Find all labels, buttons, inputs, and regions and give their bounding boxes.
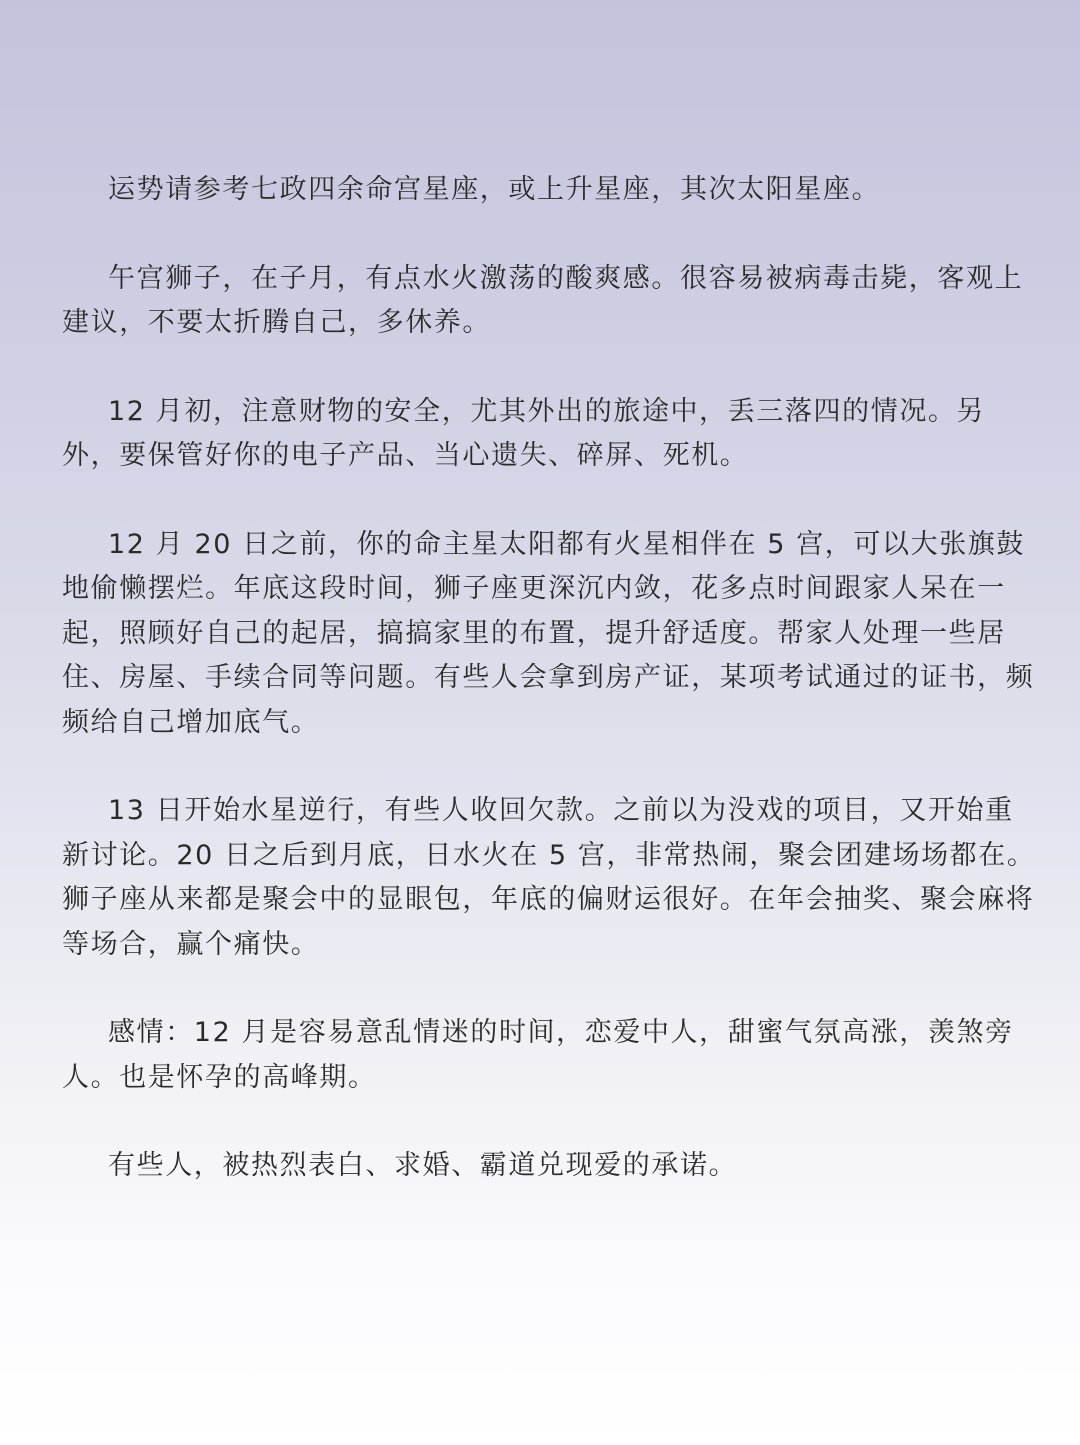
paragraph-health: 午宫狮子，在子月，有点水火激荡的酸爽感。很容易被病毒击毙，客观上建议，不要太折腾自己，多休养。 [62,262,1024,338]
paragraph-love: 感情：12 月是容易意乱情迷的时间，恋爱中人，甜蜜气氛高涨，羡煞旁人。也是怀孕的高峰期。 [62,1017,1014,1093]
paragraph-proposal: 有些人，被热烈表白、求婚、霸道兑现爱的承诺。 [108,1150,738,1181]
paragraph-before-20th: 12 月 20 日之前，你的命主星太阳都有火星相伴在 5 宫，可以大张旗鼓地偷懒摆烂。年底这段时间，狮子座更深沉内敛，花多点时间跟家人呆在一起，照顾好自己的起居，搞搞家里的布置，提升舒适度。帮家人处理一些居住、房屋、手续合同等问题。有些人会拿到房产证，某项考试通过的证书，频频给自己增加底气。 [62,528,1035,738]
paragraph-early-december: 12 月初，注意财物的安全，尤其外出的旅途中，丢三落四的情况。另外，要保管好你的电子产品、当心遗失、碎屏、死机。 [62,395,986,471]
paragraph-mercury-retrograde: 13 日开始水星逆行，有些人收回欠款。之前以为没戏的项目，又开始重新讨论。20 日之后到月底，日水火在 5 宫，非常热闹，聚会团建场场都在。狮子座从来都是聚会中的显眼包，年底的偏财运很好。在年会抽奖、聚会麻将等场合，赢个痛快。 [62,795,1036,960]
paragraph-fortune-reference: 运势请参考七政四余命宫星座，或上升星座，其次太阳星座。 [108,174,881,205]
